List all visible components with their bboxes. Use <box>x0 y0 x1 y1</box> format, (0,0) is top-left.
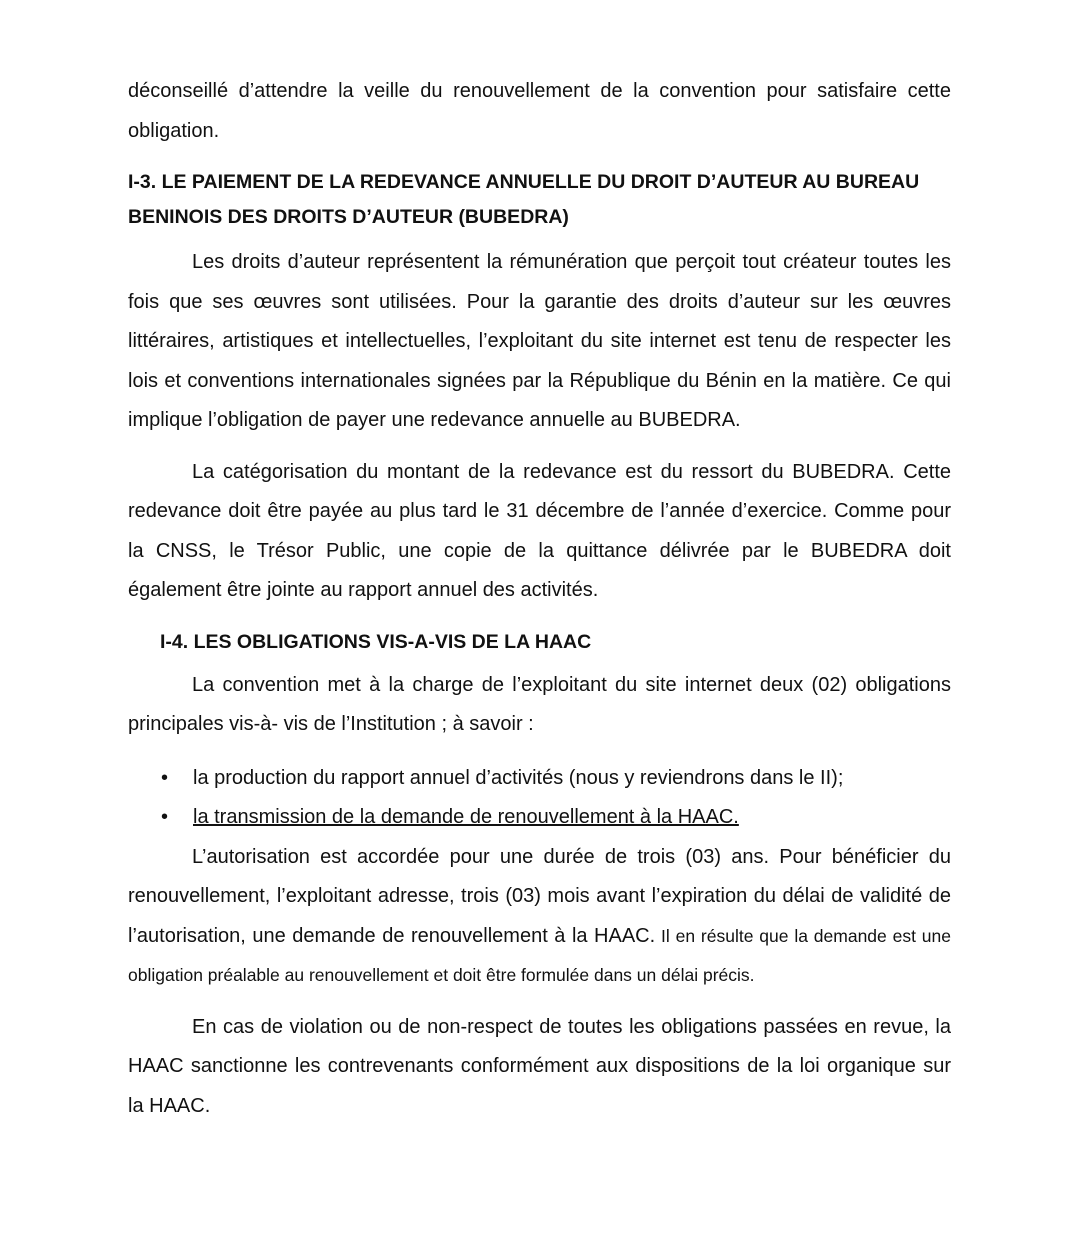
paragraph-convention: La convention met à la charge de l’exploitant du site internet deux (02) obligations principales vis-à- vis de l’Institution ; à savoir : <box>128 673 951 735</box>
bullet-icon: • <box>161 806 169 828</box>
paragraph-autorisation-note: Il en résulte que la demande est une obligation préalable au renouvellement et doit être formulée dans un délai précis. <box>128 925 952 985</box>
document-page <box>128 72 951 1126</box>
section-heading-i3: I-3. LE PAIEMENT DE LA REDEVANCE ANNUELLE DU DROIT D’AUTEUR AU BUREAU BENINOIS DES DROITS D’AUTEUR (BUBEDRA) <box>128 171 920 228</box>
bullet-icon: • <box>161 766 169 789</box>
paragraph-autorisation <box>128 838 951 996</box>
list-item <box>128 798 951 838</box>
section-heading-i4: I-4. LES OBLIGATIONS VIS-A-VIS DE LA HAAC <box>160 630 592 653</box>
intro-paragraph: déconseillé d’attendre la veille du renouvellement de la convention pour satisfaire cette obligation. <box>128 80 951 142</box>
list-item-text: la production du rapport annuel d’activités (nous y reviendrons dans le II); <box>193 766 844 789</box>
paragraph-droits-auteur: Les droits d’auteur représentent la rémunération que perçoit tout créateur toutes les fois que ses œuvres sont utilisées. Pour la garantie des droits d’auteur sur les œuvres littéraires, artistiques et intellectuelles, l’exploitant du site internet est tenu de respecter les lois et conventions internationales signées par la République du Bénin en la matière. Ce qui implique l’obligation de payer une redevance annuelle au BUBEDRA. <box>128 251 951 431</box>
list-item-text: la transmission de la demande de renouvellement à la HAAC. <box>193 806 739 828</box>
paragraph-categorisation: La catégorisation du montant de la redevance est du ressort du BUBEDRA. Cette redevance doit être payée au plus tard le 31 décembre de l’année d’exercice. Comme pour la CNSS, le Trésor Public, une copie de la quittance délivrée par le BUBEDRA doit également être jointe au rapport annuel des activités. <box>128 460 951 601</box>
obligations-list <box>128 759 951 838</box>
list-item <box>128 759 951 799</box>
paragraph-autorisation-main: L’autorisation est accordée pour une durée de trois (03) ans. Pour bénéficier du renouvellement, l’exploitant adresse, trois (03) mois avant l’expiration du délai de validité de l’autorisation, une demande de renouvellement à la HAAC. <box>128 845 951 947</box>
paragraph-sanctions: En cas de violation ou de non-respect de toutes les obligations passées en revue, la HAAC sanctionne les contrevenants conformément aux dispositions de la loi organique sur la HAAC. <box>128 1015 951 1117</box>
